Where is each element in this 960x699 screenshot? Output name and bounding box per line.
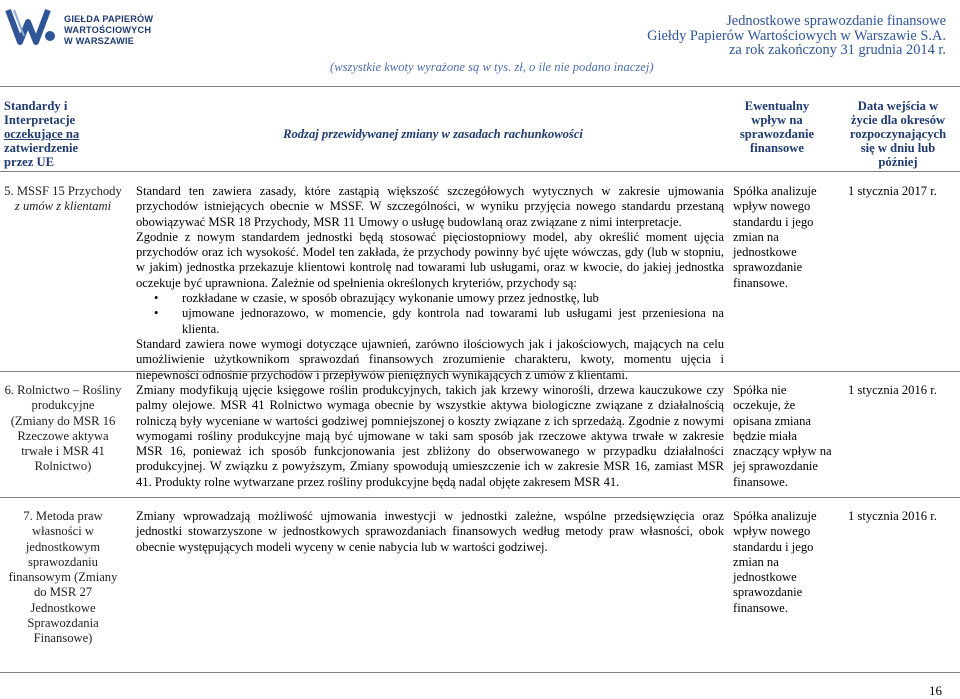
report-title-line: Jednostkowe sprawozdanie finansowe (726, 13, 946, 29)
footer-rule (0, 672, 960, 673)
effective-date: 1 stycznia 2017 r. (848, 184, 937, 198)
row-number: 6. (4, 383, 15, 397)
row-rule (0, 371, 960, 372)
gpw-logo (4, 6, 154, 46)
row-number: 5. (4, 184, 14, 198)
logo-line: WARTOŚCIOWYCH (64, 25, 152, 35)
header-rule (0, 86, 960, 87)
report-title-line: za rok zakończony 31 grudnia 2014 r. (729, 42, 946, 58)
standard-name: 5. MSSF 15 Przychody z umów z klientami (4, 184, 122, 214)
paragraph: Zgodnie z nowym standardem jednostki będą stosować pięciostopniowy model, aby określić moment ujęcia przychodów oraz ich wysokość. Model ten zakłada, że przychody powinny być ujęte wówczas, gdy (lub w stopniu, w jakim) jednostka przekazuje klientowi kontrolę nad towarami lub usługami, oraz w kwocie, do jakiej jednostka oczekuje być uprawniona. Zależnie od spełnienia określonych kryteriów, przychody są: (136, 229, 724, 290)
paragraph: Standard zawiera nowe wymogi dotyczące ujawnień, zarówno ilościowych jak i jakościowych, mających na celu umożliwienie użytkownikom sprawozdań finansowych zrozumienie charakteru, kwoty, momentu ujęcia i niepewności odnośnie przychodów i przepływów pieniężnych wynikających z umów z klientami. (136, 336, 724, 382)
impact-text: Spółka analizuje wpływ nowego standardu i jego zmian na jednostkowe sprawozdanie finansowe. (733, 509, 817, 615)
change-description (136, 509, 724, 555)
row-number: 7. (23, 509, 33, 523)
logo-line: GIEŁDA PAPIERÓW (64, 14, 154, 24)
col-header-standards: Standardy i Interpretacje oczekujące na zatwierdzenie przez UE (4, 99, 80, 169)
col-header-effective-date: Data wejścia w życie dla okresów rozpoczynających się w dniu lub później (849, 99, 947, 169)
page-number: 16 (929, 683, 942, 698)
col-header-change-type: Rodzaj przewidywanej zmiany w zasadach rachunkowości (283, 127, 583, 141)
list-item: • rozkładane w czasie, w sposób obrazujący wykonanie umowy przez jednostkę, lub (182, 291, 724, 306)
paragraph: Standard ten zawiera zasady, które zastąpią większość szczegółowych wytycznych w zakresie ujmowania przychodów istniejących obecnie w MSSF. W szczególności, w wyniku przyjęcia nowego standardu przestaną obowiązywać MSR 18 Przychody, MSR 11 Umowy o usługę budowlaną oraz związane z nimi interpretacje. (136, 184, 724, 229)
bullet-list (136, 291, 724, 337)
report-title (647, 14, 946, 58)
standard-name: 7. Metoda praw własności w jednostkowym sprawozdaniu finansowym (Zmiany do MSR 27 Jednostkowe Sprawozdania Finansowe) (8, 509, 118, 646)
gpw-logo-icon (4, 6, 58, 46)
logo-text (64, 14, 153, 47)
report-title-line: Giełdy Papierów Wartościowych w Warszawie S.A. (647, 27, 946, 44)
col-header-impact: Ewentualny wpływ na sprawozdanie finansowe (739, 99, 815, 155)
change-description (136, 184, 724, 383)
row-rule (0, 497, 960, 498)
effective-date: 1 stycznia 2016 r. (848, 509, 937, 523)
amounts-note: (wszystkie kwoty wyrażone są w tys. zł, o ile nie podano inaczej) (330, 60, 654, 74)
table-header-rule (0, 171, 960, 172)
paragraph: Zmiany modyfikują ujęcie księgowe roślin produkcyjnych, takich jak krzewy winorośli, drzewa kauczukowe czy palmy olejowe. MSR 41 Rolnictwo wymaga obecnie by wszystkie aktywa biologiczne związane z działalnością rolniczą były wyceniane w wartości godziwej pomniejszonej o koszty związane z ich sprzedażą. Zgodnie z nowymi wymogami rośliny produkcyjne mają być ujmowane w taki sam sposób jak rzeczowe aktywa trwałe w zakresie MSR 16, ponieważ ich sposób funkcjonowania jest zbliżony do obserwowanego w przypadku działalności produkcyjnej. W związku z powyższym, Zmiany spowodują umieszczenie ich w zakresie MSR 16, zamiast MSR 41. Produkty rolne wytwarzane przez rośliny produkcyjne będą nadal objęte zakresem MSR 41. (136, 383, 724, 489)
change-description (136, 383, 724, 490)
list-item: • ujmowane jednorazowo, w momencie, gdy kontrola nad towarami lub usługami jest przeniesiona na klienta. (182, 306, 724, 337)
impact-text: Spółka analizuje wpływ nowego standardu i jego zmian na jednostkowe sprawozdanie finansowe. (733, 184, 817, 290)
effective-date: 1 stycznia 2016 r. (848, 383, 937, 397)
logo-line: W WARSZAWIE (64, 36, 135, 46)
paragraph: Zmiany wprowadzają możliwość ujmowania inwestycji w jednostki zależne, wspólne przedsięwzięcia oraz jednostki stowarzyszone w jednostkowych sprawozdaniach finansowych według metody praw własności, obok obecnie występujących modeli wyceny w cenie nabycia lub w wartości godziwej. (136, 509, 724, 554)
impact-text: Spółka nie oczekuje, że opisana zmiana będzie miała znaczący wpływ na jej sprawozdanie finansowe. (733, 383, 832, 489)
standard-name: 6. Rolnictwo – Rośliny produkcyjne (Zmiany do MSR 16 Rzeczowe aktywa trwałe i MSR 41 Rolnictwo) (4, 383, 122, 474)
